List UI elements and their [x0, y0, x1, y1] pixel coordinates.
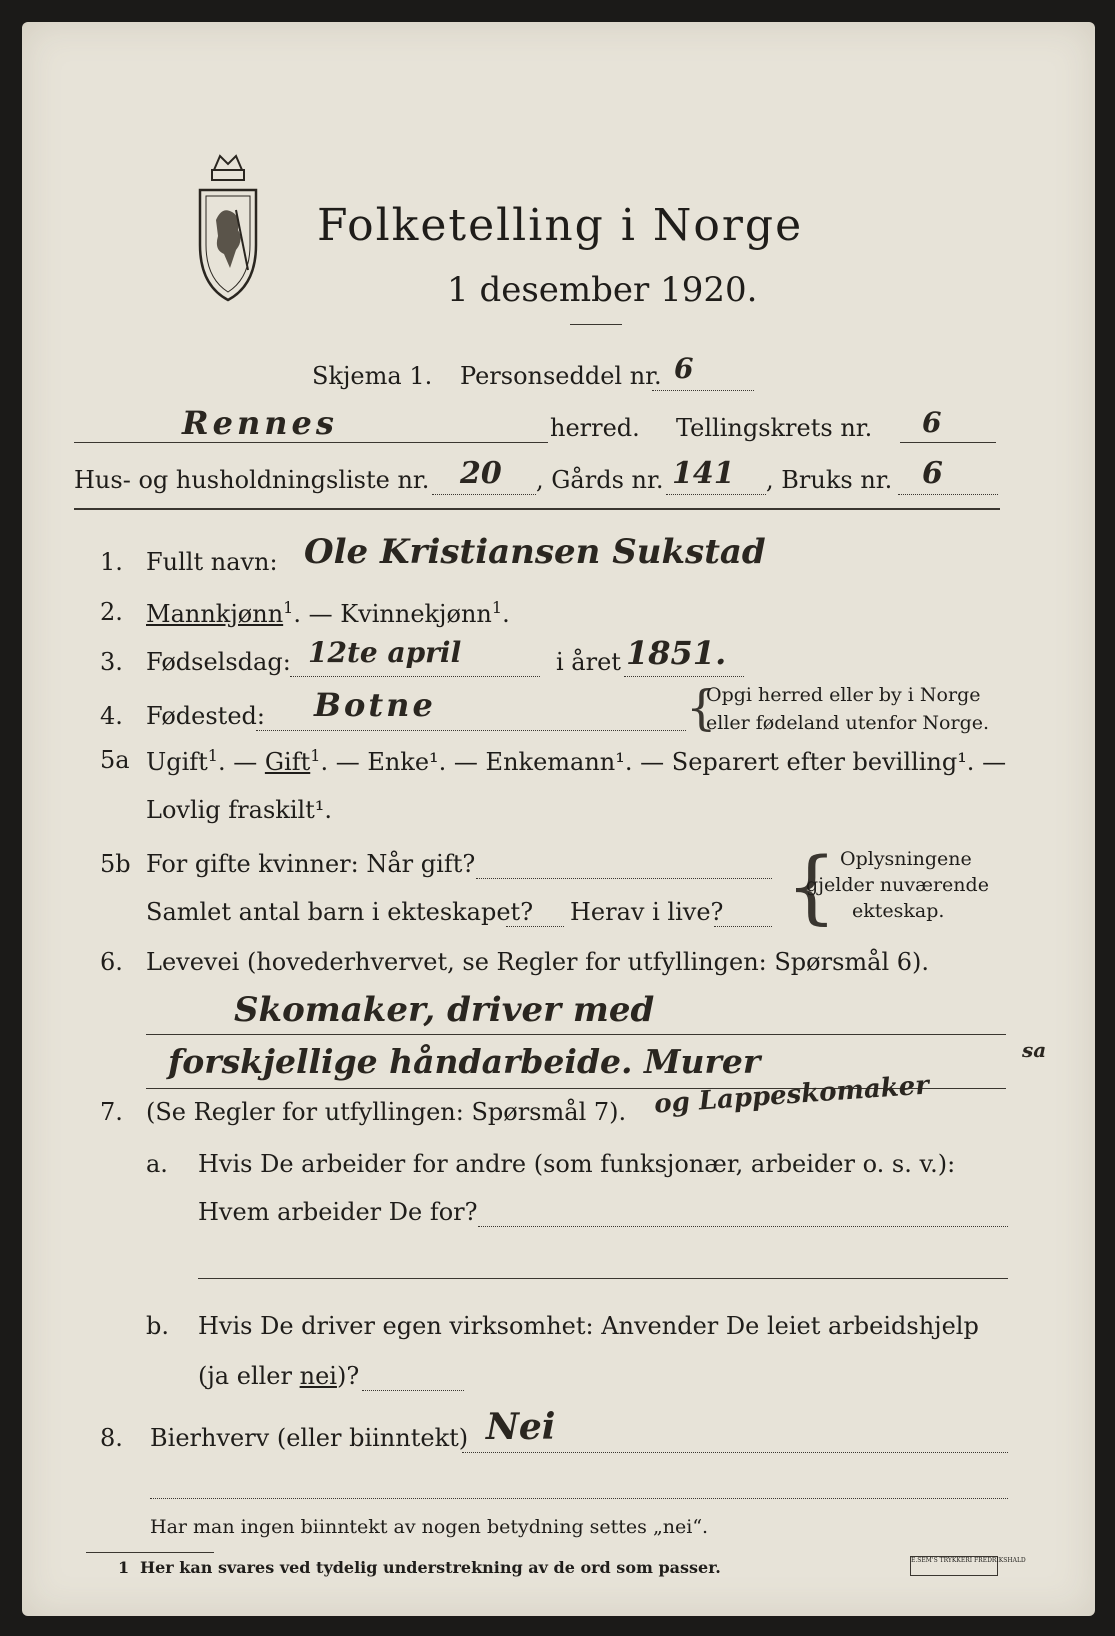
personseddel-label: Personseddel nr.: [460, 362, 662, 390]
marital-status-line-2: Lovlig fraskilt¹.: [146, 796, 333, 824]
employer-line: [478, 1226, 1008, 1227]
section-divider: [74, 508, 1000, 510]
children-alive-line: [714, 926, 772, 927]
q7a-text: Hvis De arbeider for andre (som funksjonær, arbeider o. s. v.):: [198, 1150, 956, 1178]
q1-number: 1.: [100, 548, 123, 576]
birthplace-brace: {: [686, 680, 717, 736]
q7b-line: [362, 1390, 464, 1391]
q7-label: (Se Regler for utfyllingen: Spørsmål 7).: [146, 1098, 627, 1126]
q5b-married-when: For gifte kvinner: Når gift?: [146, 850, 476, 878]
marital-gift-underlined: Gift: [264, 748, 311, 776]
year-line: [624, 676, 744, 677]
q4-number: 4.: [100, 702, 123, 730]
birthday-line: [290, 676, 540, 677]
printer-stamp: E.SEM'S TRYKKERI FREDRIKSHALD: [910, 1556, 998, 1576]
q7a-question: Hvem arbeider De for?: [198, 1198, 478, 1226]
q7b-question: (ja eller nei)?: [198, 1362, 360, 1390]
q8-line: [462, 1452, 1008, 1453]
side-income-value: Nei: [486, 1406, 556, 1448]
q3-number: 3.: [100, 648, 123, 676]
q8-label: Bierhverv (eller biinntekt): [150, 1424, 469, 1452]
bruks-value: 6: [922, 456, 943, 491]
q7b-nei-underlined: nei: [299, 1362, 337, 1390]
personseddel-value: 6: [674, 352, 694, 385]
q7-number: 7.: [100, 1098, 123, 1126]
q3-label: Fødselsdag:: [146, 648, 291, 676]
gards-value: 141: [672, 456, 735, 491]
q8-line-2: [150, 1498, 1008, 1499]
birth-year-value: 1851.: [626, 634, 727, 672]
q2-number: 2.: [100, 598, 123, 626]
q7b-text: Hvis De driver egen virksomhet: Anvender De leiet arbeidshjelp: [198, 1312, 979, 1340]
married-when-line: [476, 878, 772, 879]
q6-label: Levevei (hovederhvervet, se Regler for utfyllingen: Spørsmål 6).: [146, 948, 930, 976]
personseddel-line: [652, 390, 754, 391]
coat-of-arms-icon: [192, 150, 264, 310]
hus-line: [432, 494, 536, 495]
occupation-line-2: forskjellige håndarbeide. Murer: [168, 1042, 761, 1081]
no-income-note: Har man ingen biinntekt av nogen betydning settes „nei“.: [150, 1516, 709, 1538]
tellingskrets-value: 6: [922, 406, 942, 439]
tellingskrets-line: [900, 442, 996, 443]
q1-label: Fullt navn:: [146, 548, 278, 576]
marital-status-line: Ugift$^1$. — Gift$^1$. — Enke¹. — Enkemann¹. — Separert efter bevilling¹. —: [146, 746, 1007, 776]
gards-label: , Gårds nr.: [536, 466, 664, 494]
q5b-note-2: gjelder nuværende: [806, 874, 989, 896]
q5b-note-3: ekteskap.: [852, 900, 945, 922]
q5b-children-alive: Herav i live?: [570, 898, 724, 926]
herred-label: herred.: [550, 414, 640, 442]
birthplace-value: Botne: [314, 686, 436, 724]
year-label: i året: [556, 648, 621, 676]
q5b-brace: {: [786, 840, 837, 933]
full-name-value: Ole Kristiansen Sukstad: [304, 532, 766, 572]
bruks-label: , Bruks nr.: [766, 466, 893, 494]
bruks-line: [898, 494, 998, 495]
gards-line: [666, 494, 766, 495]
q8-number: 8.: [100, 1424, 123, 1452]
occupation-insert: sa: [1022, 1038, 1047, 1062]
q7-extra-occupation: og Lappeskomaker: [653, 1070, 930, 1120]
birthplace-line: [256, 730, 686, 731]
q5b-number: 5b: [100, 850, 131, 878]
form-date: 1 desember 1920.: [447, 270, 758, 310]
q7a-number: a.: [146, 1150, 168, 1178]
q5b-children-total: Samlet antal barn i ekteskapet?: [146, 898, 534, 926]
q5b-note-1: Oplysningene: [840, 848, 972, 870]
schema-label: Skjema 1.: [312, 362, 433, 390]
title-divider: [570, 324, 622, 325]
gender-male-underlined: Mannkjønn: [146, 600, 284, 628]
herred-line: [74, 442, 548, 443]
hus-label: Hus- og husholdningsliste nr.: [74, 466, 430, 494]
gender-line: Mannkjønn$^1$. — Kvinnekjønn$^1$.: [146, 598, 510, 628]
tellingskrets-label: Tellingskrets nr.: [676, 414, 873, 442]
census-form: [22, 22, 1095, 1616]
occupation-rule-1: [146, 1034, 1006, 1035]
birthday-value: 12te april: [308, 636, 462, 669]
footnote-mark: 1: [118, 1558, 130, 1577]
herred-value: Rennes: [182, 404, 338, 442]
birthplace-note-2: eller fødeland utenfor Norge.: [706, 712, 990, 734]
employer-rule-2: [198, 1278, 1008, 1279]
q4-label: Fødested:: [146, 702, 265, 730]
birthplace-note-1: Opgi herred eller by i Norge: [706, 684, 981, 706]
form-title: Folketelling i Norge: [317, 200, 804, 251]
children-total-line: [506, 926, 564, 927]
hus-value: 20: [460, 456, 502, 491]
occupation-line-1: Skomaker, driver med: [234, 990, 655, 1030]
q7b-number: b.: [146, 1312, 169, 1340]
footnote-text: Her kan svares ved tydelig understrekning av de ord som passer.: [140, 1558, 721, 1577]
q6-number: 6.: [100, 948, 123, 976]
q5a-number: 5a: [100, 746, 130, 774]
gender-female: Kvinnekjønn: [340, 600, 492, 628]
footnote-rule: [86, 1552, 214, 1553]
